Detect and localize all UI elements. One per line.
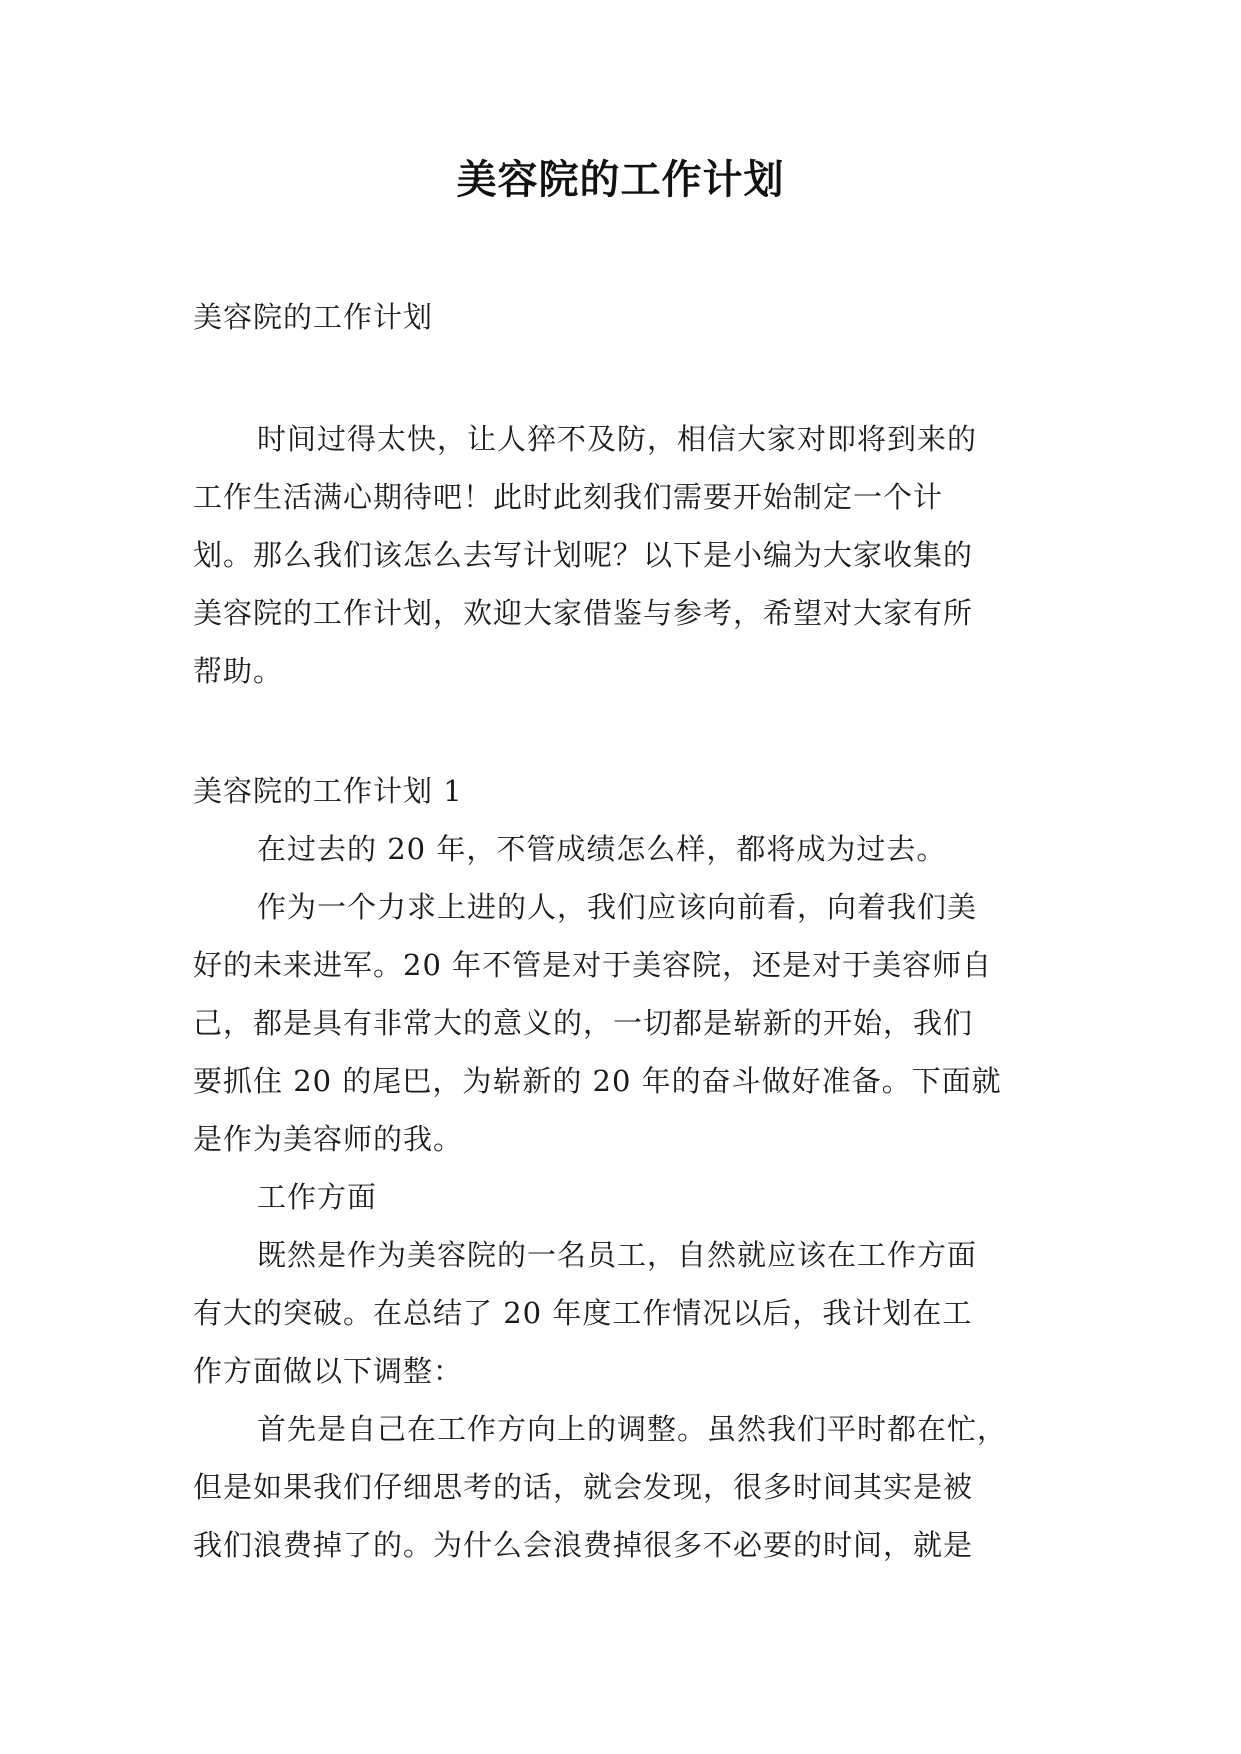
paragraph-line: 时间过得太快，让人猝不及防，相信大家对即将到来的	[257, 422, 978, 456]
document-body	[193, 410, 1058, 1574]
paragraph-line: 工作方面	[257, 1180, 378, 1214]
paragraph-line: 既然是作为美容院的一名员工，自然就应该在工作方面	[257, 1238, 978, 1272]
paragraph-line: 在过去的 20 年，不管成绩怎么样，都将成为过去。	[257, 832, 947, 866]
paragraph-line: 帮助。	[193, 654, 284, 688]
document-subtitle: 美容院的工作计划	[193, 300, 434, 334]
paragraph-line: 好的未来进军。20 年不管是对于美容院，还是对于美容师自	[193, 948, 993, 982]
paragraph-line: 己，都是具有非常大的意义的，一切都是崭新的开始，我们	[193, 1006, 974, 1040]
paragraph-line: 要抓住 20 的尾巴，为崭新的 20 年的奋斗做好准备。下面就	[193, 1064, 1002, 1098]
paragraph-line: 美容院的工作计划，欢迎大家借鉴与参考，希望对大家有所	[193, 596, 974, 630]
paragraph-past-year	[193, 820, 1058, 878]
paragraph-line: 有大的突破。在总结了 20 年度工作情况以后，我计划在工	[193, 1296, 973, 1330]
subheading-work	[193, 1168, 1058, 1226]
section-heading-text: 美容院的工作计划 1	[193, 774, 463, 808]
paragraph-work-breakthrough	[193, 1226, 1058, 1400]
paragraph-adjustment	[193, 1400, 1058, 1574]
paragraph-line: 是作为美容师的我。	[193, 1122, 464, 1156]
paragraph-forward	[193, 878, 1058, 1168]
paragraph-line: 我们浪费掉了的。为什么会浪费掉很多不必要的时间，就是	[193, 1528, 974, 1562]
paragraph-line: 首先是自己在工作方向上的调整。虽然我们平时都在忙，	[257, 1412, 1008, 1446]
paragraph-line: 作为一个力求上进的人，我们应该向前看，向着我们美	[257, 890, 978, 924]
document-title: 美容院的工作计划	[456, 156, 785, 203]
section-heading-1	[193, 762, 1058, 820]
paragraph-line: 划。那么我们该怎么去写计划呢？以下是小编为大家收集的	[193, 538, 974, 572]
paragraph-line: 作方面做以下调整：	[193, 1354, 464, 1388]
intro-paragraph	[193, 410, 1058, 700]
paragraph-line: 但是如果我们仔细思考的话，就会发现，很多时间其实是被	[193, 1470, 974, 1504]
paragraph-line: 工作生活满心期待吧！此时此刻我们需要开始制定一个计	[193, 480, 944, 514]
